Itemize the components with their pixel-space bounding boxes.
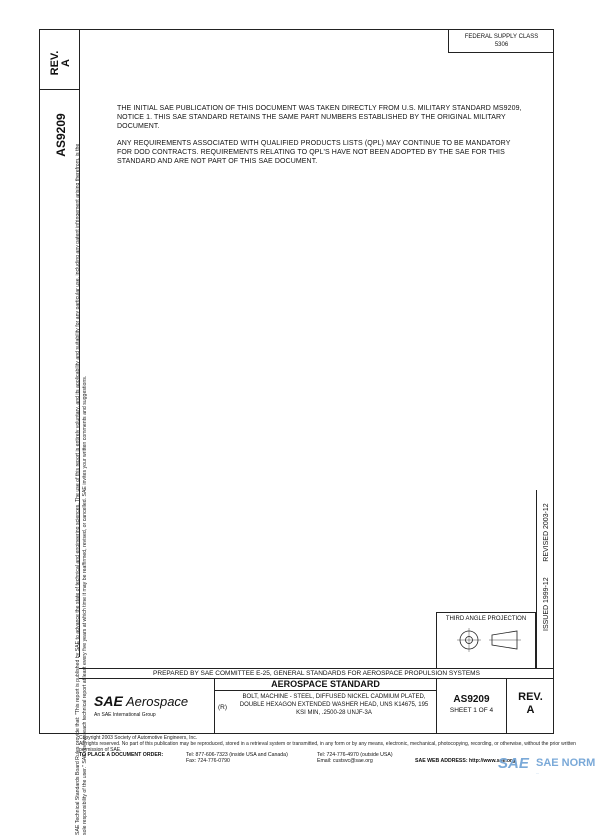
aerospace-standard-heading: AEROSPACE STANDARD	[215, 679, 436, 691]
side-doc-number: AS9209	[54, 113, 68, 157]
title-block	[79, 679, 554, 733]
projection-symbol-icon	[437, 622, 535, 662]
fsc-label: FEDERAL SUPPLY CLASS	[464, 34, 539, 40]
logo-tagline: An SAE International Group	[94, 712, 156, 718]
fax: Fax: 724-776-0790	[186, 758, 230, 764]
third-angle-projection-box	[436, 612, 536, 669]
rights-notice: All rights reserved. No part of this publication may be reproduced, stored in a retrieval system or transmitted, in any form or by any means, electronic, mechanical, photocopying, recording, or otherwise, without the prior written permission of SAE.	[79, 741, 576, 753]
side-rev-label: REV.	[49, 50, 61, 76]
web-address: SAE WEB ADDRESS: http://www.sae.org	[415, 758, 516, 764]
fsc-value: 5306	[494, 42, 509, 48]
rev-label: REV.	[518, 691, 543, 703]
body-paragraph-2: ANY REQUIREMENTS ASSOCIATED WITH QUALIFIED PRODUCTS LISTS (QPL) MAY CONTINUE TO BE MANDATORY FOR DOD CONTRACTS. REQUIREMENTS RELATING TO QPL'S HAVE NOT BEEN ADOPTED BY THE SAE FOR THIS STANDARD AND ARE NOT PART OF THIS SAE DOCUMENT.	[117, 140, 511, 165]
document-dates	[543, 503, 551, 631]
revised-date: REVISED 2003-12	[543, 503, 550, 562]
watermark-logo: SAE	[498, 755, 529, 772]
tel-inside: Tel: 877-606-7323 (inside USA and Canada)	[186, 752, 288, 758]
watermark	[498, 755, 600, 776]
copyright-footer	[79, 735, 579, 753]
federal-supply-class-box	[448, 29, 554, 53]
logo-sae: SAE	[94, 693, 123, 709]
part-description: BOLT, MACHINE - STEEL, DIFFUSED NICKEL CADMIUM PLATED, DOUBLE HEXAGON EXTENDED WASHER HEAD, UNS K14675, 195 KSI MIN, .2500-28 UNJF-3A	[239, 694, 429, 716]
side-divider	[39, 89, 79, 90]
side-rev	[50, 46, 72, 80]
email: Email: custsvc@sae.org	[317, 758, 373, 764]
side-rev-value: A	[60, 59, 72, 67]
copyright: Copyright 2003 Society of Automotive Engineers, Inc.	[79, 735, 198, 741]
title-block-rev	[507, 679, 554, 733]
sheet-number: SHEET 1 OF 4	[449, 707, 494, 714]
projection-title: THIRD ANGLE PROJECTION	[445, 616, 527, 622]
technical-board-disclaimer: SAE Technical Standards Board Rules provide that: "This report is published by SAE to advance the state of technical and engineering sciences. The use of this report is entirely voluntary, and its applicability and suitability for any particular use, including any patent infringement arising therefrom, is the sole responsibility of the user." SAE reviews each technical report at least every five years at which time it may be reaffirmed, revised, or cancelled. SAE invites your written comments and suggestions.	[75, 143, 88, 835]
logo-aerospace: Aerospace	[126, 694, 189, 709]
document-body	[117, 104, 527, 174]
watermark-sub: ...	[536, 770, 540, 775]
issued-date: ISSUED 1999-12	[543, 577, 550, 631]
title-block-number	[437, 679, 507, 733]
order-label: TO PLACE A DOCUMENT ORDER:	[79, 752, 164, 758]
title-block-description	[215, 679, 437, 733]
doc-number: AS9209	[453, 694, 490, 705]
tel-outside: Tel: 724-776-4970 (outside USA)	[317, 752, 393, 758]
prepared-by: PREPARED BY SAE COMMITTEE E-25, GENERAL STANDARDS FOR AEROSPACE PROPULSION SYSTEMS	[79, 668, 554, 679]
sae-aerospace-logo	[79, 679, 215, 733]
watermark-text: SAE NORM	[536, 757, 596, 769]
revision-mark: (R)	[218, 704, 228, 711]
body-paragraph-1: THE INITIAL SAE PUBLICATION OF THIS DOCUMENT WAS TAKEN DIRECTLY FROM U.S. MILITARY STANDARD MS9209, NOTICE 1. THIS SAE STANDARD RETAINS THE SAME PART NUMBERS ESTABLISHED BY THE ORIGINAL MILITARY DOCUMENT.	[117, 105, 522, 130]
rev-value: A	[526, 704, 535, 716]
